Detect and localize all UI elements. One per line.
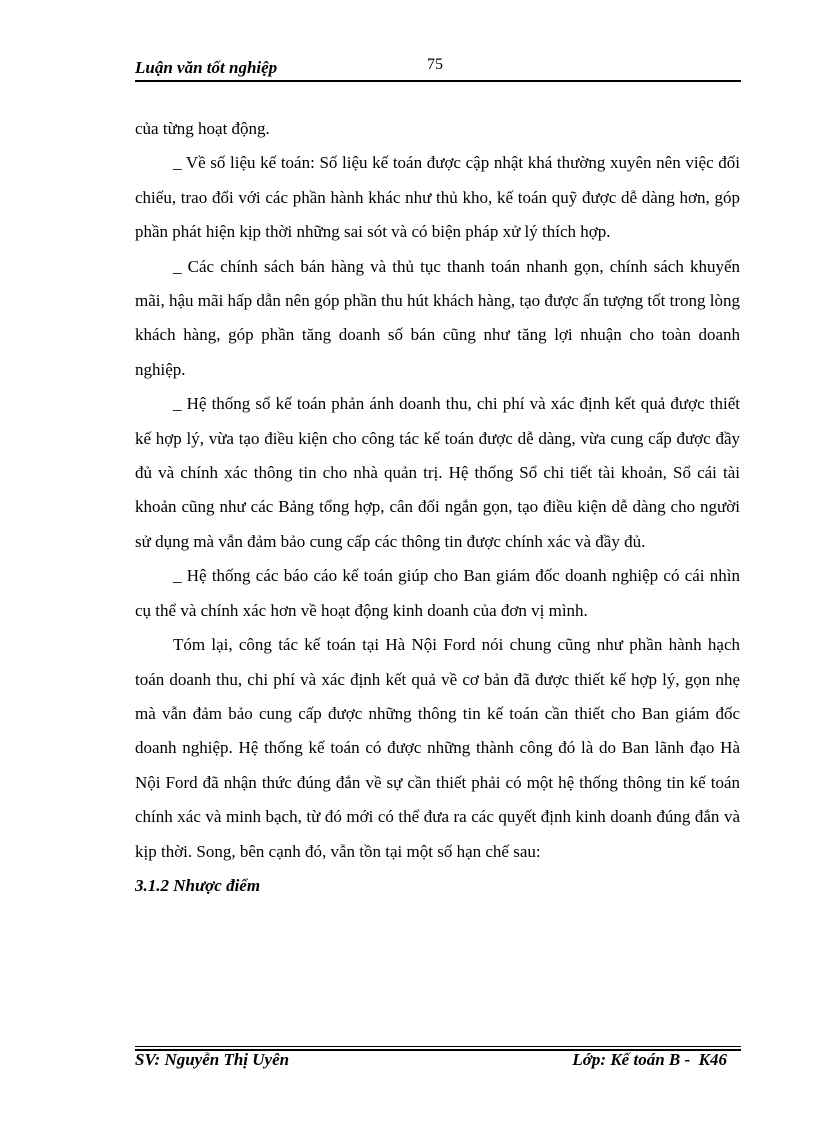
- header-title: Luận văn tốt nghiệp: [135, 58, 278, 77]
- paragraph-continuation: của từng hoạt động.: [135, 119, 270, 138]
- paragraph-ledger-system: _ Hệ thống sổ kế toán phản ánh doanh thu, chi phí và xác định kết quả được thiết kế hợp lý, vừa tạo điều kiện cho công tác kế toán được dễ dàng, vừa cung cấp được đầy đủ và chính xác thông tin cho nhà quản trị. Hệ thống Sổ chi tiết tài khoản, Sổ cái tài khoản cũng như các Bảng tổng hợp, cân đối ngắn gọn, tạo điều kiện dễ dàng cho người sử dụng mà vẫn đảm bảo cung cấp các thông tin được chính xác và đầy đủ.: [135, 394, 740, 551]
- footer-class: Lớp: Kế toán B - K46: [572, 1050, 727, 1069]
- paragraph-reports: _ Hệ thống các báo cáo kế toán giúp cho Ban giám đốc doanh nghiệp có cái nhìn cụ thể và chính xác hơn về hoạt động kinh doanh của đơn vị mình.: [135, 566, 740, 620]
- paragraph-sales-policy: _ Các chính sách bán hàng và thủ tục thanh toán nhanh gọn, chính sách khuyến mãi, hậu mãi hấp dẫn nên góp phần thu hút khách hàng, tạo được ấn tượng tốt trong lòng khách hàng, góp phần tăng doanh số bán cũng như tăng lợi nhuận cho toàn doanh nghiệp.: [135, 256, 740, 379]
- header-rule: [135, 80, 741, 82]
- page-footer: [135, 1050, 741, 1074]
- paragraph-accounting-data: _ Về số liệu kế toán: Số liệu kế toán được cập nhật khá thường xuyên nên việc đối chiếu, trao đổi với các phần hành khác như thủ kho, kế toán quỹ được dễ dàng hơn, góp phần phát hiện kịp thời những sai sót và có biện pháp xử lý thích hợp.: [135, 153, 740, 242]
- footer-rule-thin: [135, 1046, 741, 1047]
- section-heading: 3.1.2 Nhược điểm: [135, 875, 261, 895]
- paragraph-summary: Tóm lại, công tác kế toán tại Hà Nội Ford nói chung cũng như phần hành hạch toán doanh thu, chi phí và xác định kết quả về cơ bản đã được thiết kế hợp lý, gọn nhẹ mà vẫn đảm bảo cung cấp được những thông tin kế toán cần thiết cho Ban giám đốc doanh nghiệp. Hệ thống kế toán có được những thành công đó là do Ban lãnh đạo Hà Nội Ford đã nhận thức đúng đắn về sự cần thiết phải có một hệ thống thông tin kế toán chính xác và minh bạch, từ đó mới có thể đưa ra các quyết định kinh doanh đúng đắn và kịp thời. Song, bên cạnh đó, vẫn tồn tại một số hạn chế sau:: [135, 635, 740, 861]
- page-number: 75: [427, 56, 443, 73]
- page-header: [135, 54, 741, 80]
- footer-student: SV: Nguyễn Thị Uyên: [135, 1050, 290, 1069]
- body-text: [135, 112, 740, 903]
